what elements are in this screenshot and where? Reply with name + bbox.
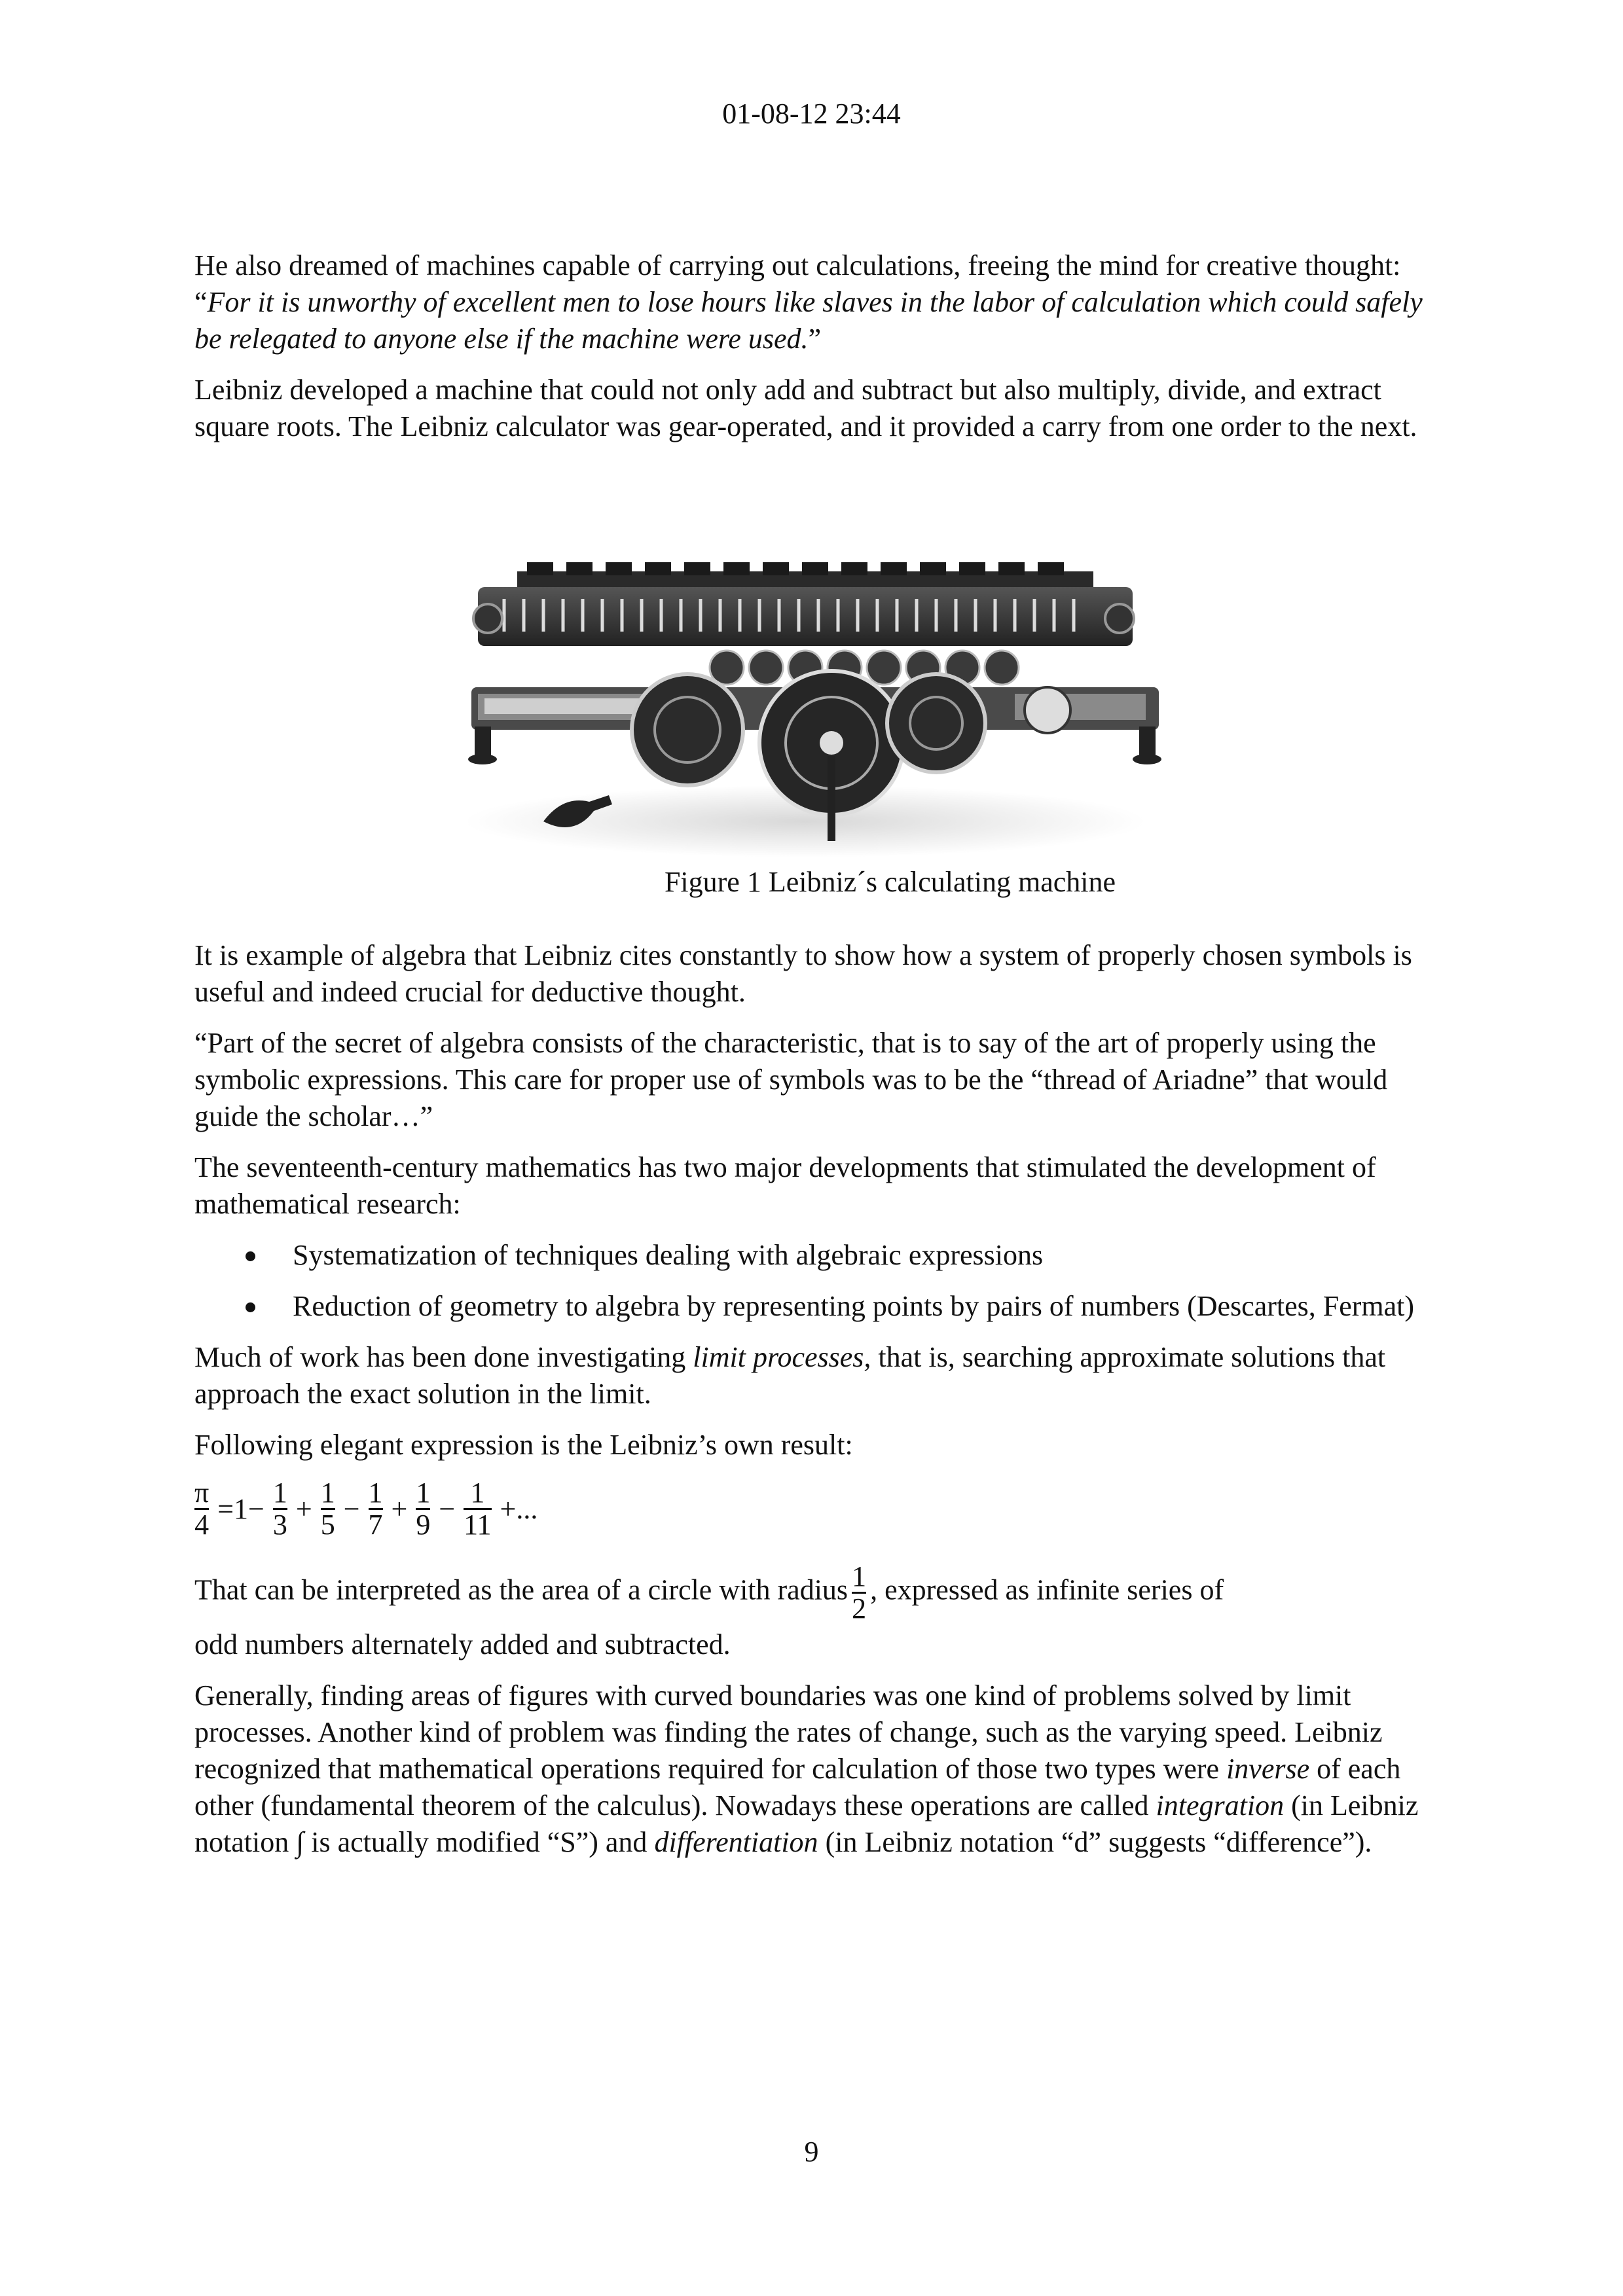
paragraph-text: He also dreamed of machines capable of carrying out calculations, freeing the mind for creative thought: “: [194, 249, 1401, 318]
page-number: 9: [804, 2136, 819, 2168]
upper-text-block: [194, 247, 1438, 459]
emphasis-differentiation: differentiation: [654, 1826, 818, 1858]
formula-term: $\frac{1}{7}$: [368, 1477, 383, 1541]
paragraph-seventeenth-century: The seventeenth-century mathematics has two major developments that stimulated the development of mathematical research:: [194, 1151, 1376, 1220]
paragraph-text: of each other (fundamental theorem of the calculus). Nowadays these operations are called: [194, 1753, 1401, 1821]
page-header-timestamp: 01-08-12 23:44: [722, 98, 901, 130]
paragraph-text: (in Leibniz notation ∫ is actually modified “S”) and: [194, 1789, 1419, 1858]
leibniz-quote: For it is unworthy of excellent men to lose hours like slaves in the labor of calculation which could safely be relegated to anyone else if the machine were used.: [194, 286, 1423, 355]
formula-operator: −: [343, 1492, 360, 1525]
developments-list: [194, 1237, 1438, 1325]
bullet-icon: [246, 1251, 255, 1261]
digit-cylinders: [473, 587, 1134, 646]
paragraph-algebra: It is example of algebra that Leibniz cites constantly to show how a system of properly chosen symbols is useful and indeed crucial for deductive thought.: [194, 939, 1412, 1008]
paragraph-calculator: Leibniz developed a machine that could not only add and subtract but also multiply, divide, and extract square roots. The Leibniz calculator was gear-operated, and it provided a carry from one order to the next.: [194, 374, 1417, 442]
list-item-text: Systematization of techniques dealing with algebraic expressions: [293, 1239, 1044, 1271]
paragraph-secret-of-algebra: “Part of the secret of algebra consists of the characteristic, that is to say of the art of properly using the symbolic expressions. This care for proper use of symbols was to be the “thread of Ariadne” that would guide the scholar…”: [194, 1027, 1388, 1132]
paragraph-odd-numbers: odd numbers alternately added and subtracted.: [194, 1628, 731, 1660]
formula-ellipsis: +...: [500, 1492, 538, 1525]
list-item: [194, 1288, 1438, 1325]
paragraph-text: That can be interpreted as the area of a circle with radius: [194, 1573, 848, 1606]
paragraph-text: , expressed as infinite series of: [870, 1573, 1224, 1606]
quote-close: ”: [808, 323, 822, 355]
formula-operator: −: [439, 1492, 456, 1525]
paragraph-integration-differentiation: [194, 1677, 1438, 1861]
list-item: [194, 1237, 1438, 1274]
formula-operator: +: [295, 1492, 312, 1525]
paragraph-leibniz-result: Following elegant expression is the Leibniz’s own result:: [194, 1429, 853, 1461]
leibniz-pi-formula: [194, 1478, 1438, 1556]
emphasis-inverse: inverse: [1226, 1753, 1310, 1785]
list-item-text: Reduction of geometry to algebra by representing points by pairs of numbers (Descartes, Fermat): [293, 1290, 1415, 1322]
lower-text-block: [194, 937, 1438, 1875]
paragraph-circle-area: [194, 1562, 1438, 1624]
formula-term: $\frac{1}{11}$: [464, 1477, 492, 1541]
formula-term: $\frac{1}{5}$: [320, 1477, 335, 1541]
paragraph-text: (in Leibniz notation “d” suggests “difference”).: [818, 1826, 1372, 1858]
formula-operator: +: [391, 1492, 408, 1525]
paragraph-text: that is, searching approximate solutions that approach the exact solution in the limit.: [194, 1341, 1386, 1410]
paragraph-machines: [194, 247, 1438, 357]
emphasis-limit-processes: limit processes,: [693, 1341, 871, 1373]
formula-lhs-fraction: $\frac{\pi}{4}$: [194, 1477, 210, 1541]
formula-equals: =1−: [217, 1492, 264, 1525]
radius-fraction: $\frac{1}{2}$: [852, 1560, 867, 1624]
figure-caption: Figure 1 Leibniz´s calculating machine: [664, 866, 1116, 898]
top-dial-row: [517, 562, 1093, 587]
formula-term: $\frac{1}{9}$: [416, 1477, 431, 1541]
paragraph-text: Generally, finding areas of figures with curved boundaries was one kind of problems solved by limit processes. Another kind of problem was finding the rates of change, such as the varying speed. Leibniz recognized that mathematical operations required for calculation of those two types were: [194, 1679, 1383, 1785]
emphasis-integration: integration: [1156, 1789, 1285, 1821]
bullet-icon: [246, 1302, 255, 1312]
paragraph-limit-processes: [194, 1339, 1438, 1412]
formula-term: $\frac{1}{3}$: [272, 1477, 287, 1541]
leibniz-calculating-machine-image: [439, 560, 1192, 861]
paragraph-text: Much of work has been done investigating: [194, 1341, 693, 1373]
